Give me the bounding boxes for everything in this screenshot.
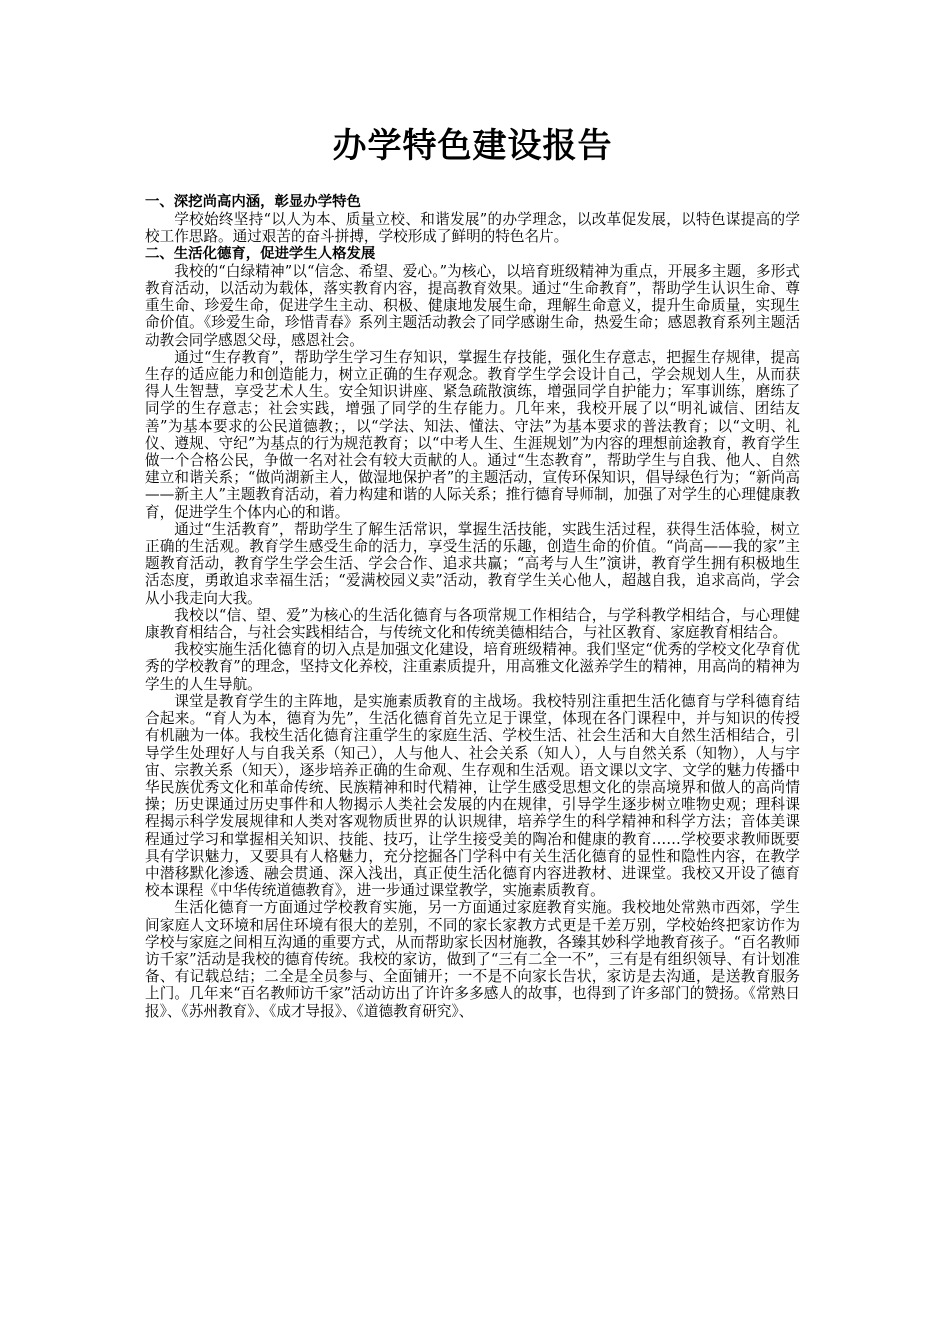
paragraph: 我校的“白绿精神”以“信念、希望、爱心。”为核心，以培育班级精神为重点，开展多主题，多形式教育活动，以活动为载体，落实教育内容，提高教育效果。通过“生命教育”，帮助学生认识生命、尊重生命、珍爱生命，促进学生主动、积极、健康地发展生命，理解生命意义，提升生命质量，实现生命价值。《珍爱生命，珍惜青春》系列主题活动教会了同学感谢生命，热爱生命；感恩教育系列主题活动教会同学感恩父母，感恩社会。 — [145, 262, 800, 349]
section-heading: 二、生活化德育，促进学生人格发展 — [145, 245, 376, 262]
paragraph: 我校实施生活化德育的切入点是加强文化建设，培育班级精神。我们坚定“优秀的学校文化孕育优秀的学校教育”的理念，坚持文化养校，注重素质提升，用高雅文化滋养学生的精神，用高尚的精神为学生的人生导航。 — [145, 641, 800, 693]
paragraph: 通过“生存教育”，帮助学生学习生存知识，掌握生存技能，强化生存意志，把握生存规律，提高生存的适应能力和创造能力，树立正确的生存观念。教育学生学会设计自己，学会规划人生，从而获得人生智慧，享受艺术人生。安全知识讲座、紧急疏散演练，增强同学自护能力；军事训练，磨练了同学的生存意志；社会实践，增强了同学的生存能力。几年来，我校开展了以“明礼诚信、团结友善”为基本要求的公民道德教；，以“学法、知法、懂法、守法”为基本要求的普法教育；以“文明、礼仪、遵规、守纪”为基点的行为规范教育；以“中考人生、生涯规划”为内容的理想前途教育，教育学生做一个合格公民，争做一名对社会有较大贡献的人。通过“生态教育”，帮助学生与自我、他人、自然建立和谐关系；“做尚湖新主人，做湿地保护者”的主题活动，宣传环保知识，倡导绿色行为；“新尚高——新主人”主题教育活动，着力构建和谐的人际关系；推行德育导师制，加强了对学生的心理健康教育，促进学生个体内心的和谐。 — [145, 348, 800, 521]
paragraph: 生活化德育一方面通过学校教育实施，另一方面通过家庭教育实施。我校地处常熟市西郊，学生间家庭人文环境和居住环境有很大的差别，不同的家长家教方式更是千差万别，学校始终把家访作为学校与家庭之间相互沟通的重要方式，从而帮助家长因材施教，各臻其妙科学地教育孩子。“百名教师访千家”活动是我校的德育传统。我校的家访，做到了“三有二全一不”，三有是有组织领导、有计划准备、有记载总结；二全是全员参与、全面铺开；一不是不向家长告状，家访是去沟通，是送教育服务上门。几年来“百名教师访千家”活动访出了许许多多感人的故事，也得到了许多部门的赞扬。《常熟日报》、《苏州教育》、《成才导报》、《道德教育研究》、 — [145, 899, 800, 1020]
section-2 — [145, 246, 800, 1020]
document-page — [145, 0, 800, 1020]
section-1 — [145, 194, 800, 246]
document-body — [145, 194, 800, 1020]
paragraph: 通过“生活教育”，帮助学生了解生活常识，掌握生活技能，实践生活过程，获得生活体验，树立正确的生活观。教育学生感受生命的活力，享受生活的乐趣，创造生命的价值。“尚高——我的家”主题教育活动，教育学生学会生活、学会合作、追求共赢；“高考与人生”演讲，教育学生拥有积极地生活态度，勇敢追求幸福生活；“爱满校园义卖”活动，教育学生关心他人，超越自我，追求高尚，学会从小我走向大我。 — [145, 520, 800, 607]
paragraph: 学校始终坚持“以人为本、质量立校、和谐发展”的办学理念，以改革促发展，以特色谋提高的学校工作思路。通过艰苦的奋斗拼搏，学校形成了鲜明的特色名片。 — [145, 211, 800, 246]
paragraph: 课堂是教育学生的主阵地，是实施素质教育的主战场。我校特别注重把生活化德育与学科德育结合起来。“育人为本，德育为先”，生活化德育首先立足于课堂，体现在各门课程中，并与知识的传授有机融为一体。我校生活化德育注重学生的家庭生活、学校生活、社会生活和大自然生活相结合，引导学生处理好人与自我关系（知己），人与他人、社会关系（知人），人与自然关系（知物），人与宇宙、宗教关系（知天），逐步培养正确的生命观、生存观和生活观。语文课以文字、文学的魅力传播中华民族优秀文化和革命传统、民族精神和时代精神，让学生感受思想文化的崇高境界和做人的高尚情操；历史课通过历史事件和人物揭示人类社会发展的内在规律，引导学生逐步树立唯物史观；理科课程揭示科学发展规律和人类对客观物质世界的认识规律，培养学生的科学精神和科学方法；音体美课程通过学习和掌握相关知识、技能、技巧，让学生接受美的陶冶和健康的教育……学校要求教师既要具有学识魅力，又要具有人格魅力，充分挖掘各门学科中有关生活化德育的显性和隐性内容，在教学中潜移默化渗透、融会贯通、深入浅出，真正使生活化德育内容进教材、进课堂。我校又开设了德育校本课程《中华传统道德教育》，进一步通过课堂教学，实施素质教育。 — [145, 692, 800, 900]
section-heading: 一、深挖尚高内涵，彰显办学特色 — [145, 194, 361, 210]
paragraph: 我校以“信、望、爱”为核心的生活化德育与各项常规工作相结合，与学科教学相结合，与心理健康教育相结合，与社会实践相结合，与传统文化和传统美德相结合，与社区教育、家庭教育相结合。 — [145, 606, 800, 642]
document-title: 办学特色建设报告 — [332, 126, 613, 166]
